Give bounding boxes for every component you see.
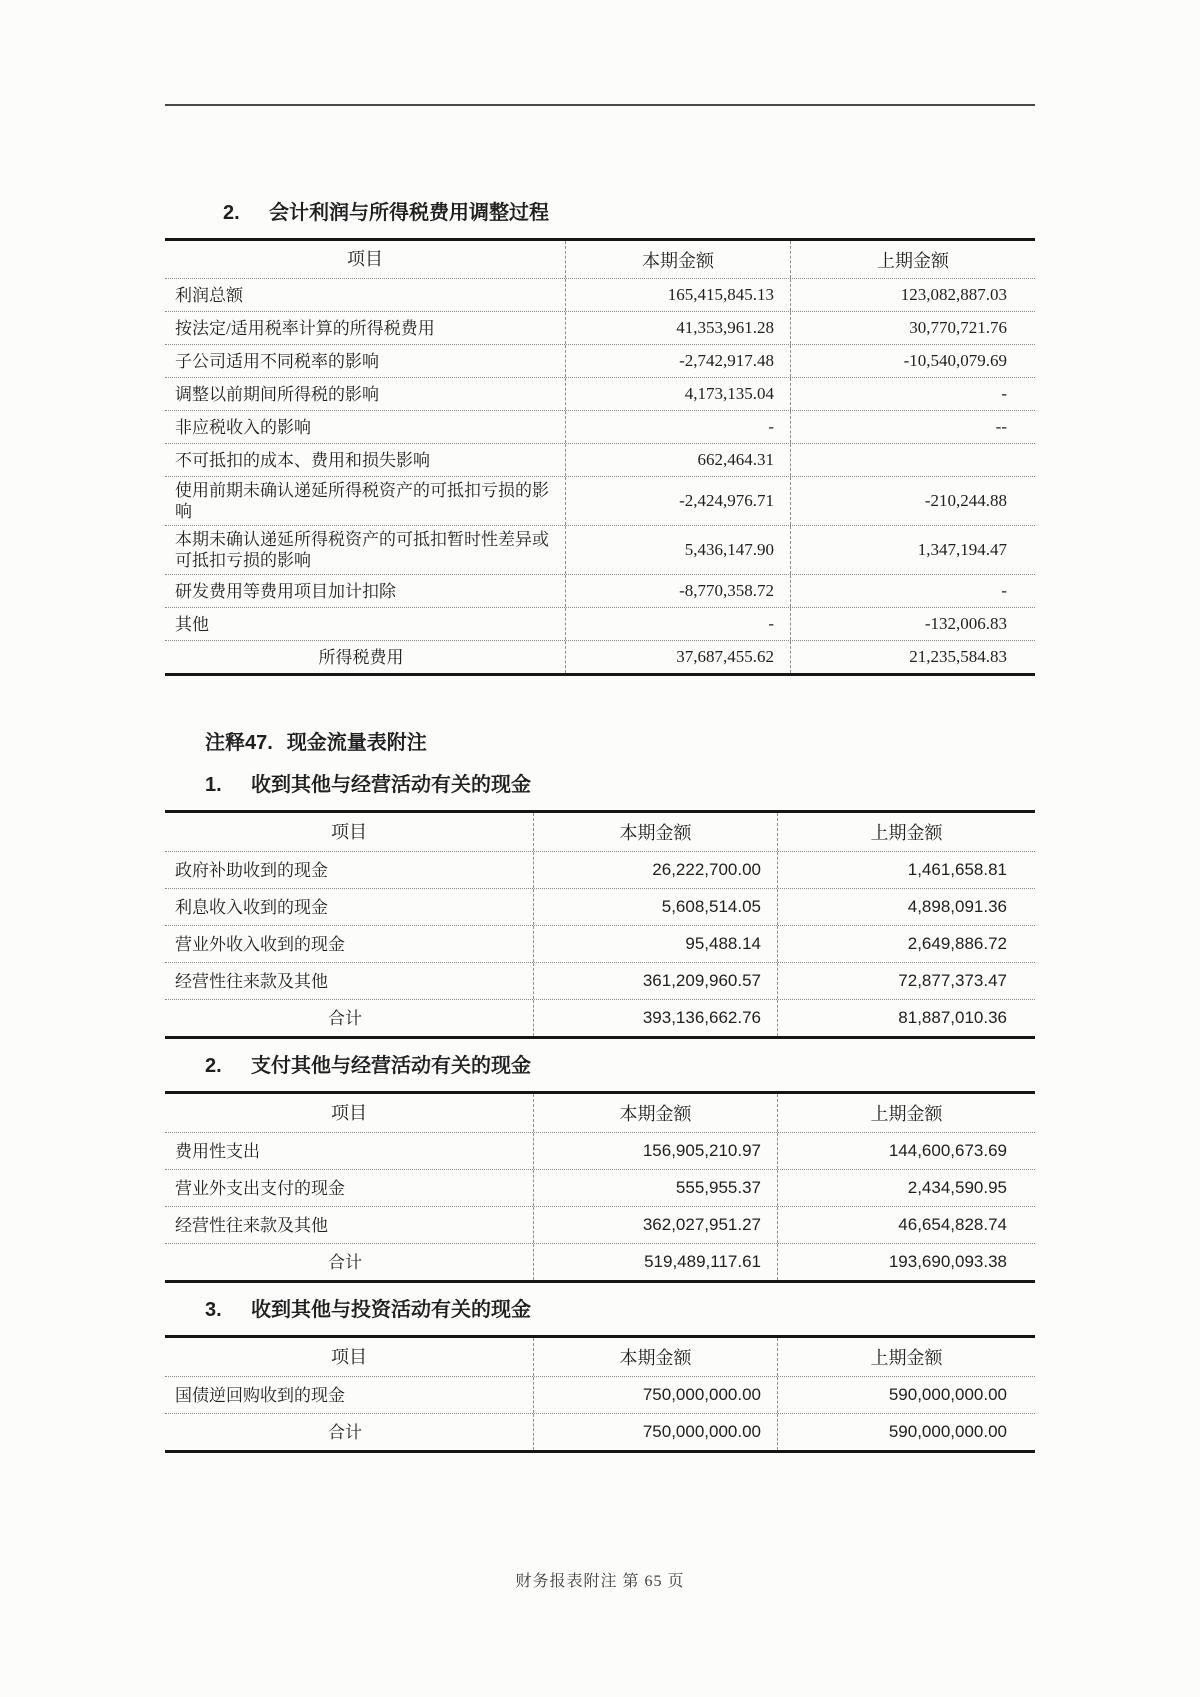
- current-period-amount: 555,955.37: [533, 1170, 777, 1206]
- prior-period-amount: 30,770,721.76: [790, 312, 1035, 344]
- item-label: 经营性往来款及其他: [175, 971, 328, 991]
- prior-period-amount: 72,877,373.47: [777, 963, 1035, 999]
- current-period-amount: 156,905,210.97: [533, 1133, 777, 1169]
- item-label: 其他: [175, 614, 209, 634]
- prior-period-amount: 46,654,828.74: [777, 1207, 1035, 1243]
- column-header-item: 项目: [331, 1102, 367, 1123]
- page-footer: 财务报表附注 第 65 页: [515, 1573, 685, 1590]
- table-row: [165, 1376, 1035, 1413]
- item-label: 使用前期未确认递延所得税资产的可抵扣亏损的影响: [175, 481, 549, 521]
- item-label: 本期未确认递延所得税资产的可抵扣暂时性差异或可抵扣亏损的影响: [175, 530, 549, 570]
- item-label: 所得税费用: [318, 647, 404, 667]
- prior-period-amount: 2,649,886.72: [777, 926, 1035, 962]
- prior-period-amount: 123,082,887.03: [790, 279, 1035, 311]
- item-label: 经营性往来款及其他: [175, 1215, 328, 1235]
- table-row: [165, 410, 1035, 443]
- item-label: 按法定/适用税率计算的所得税费用: [175, 318, 435, 338]
- prior-period-amount: 1,347,194.47: [790, 526, 1035, 574]
- page-header-rule: [165, 104, 1035, 106]
- section-heading-income-tax-adjustment: [165, 200, 1035, 226]
- section-number: 2.: [205, 1055, 222, 1077]
- current-period-amount: 5,608,514.05: [533, 889, 777, 925]
- table-body: [165, 1132, 1035, 1280]
- item-label: 子公司适用不同税率的影响: [175, 351, 379, 371]
- current-period-amount: 662,464.31: [565, 444, 790, 476]
- table-row: [165, 888, 1035, 925]
- column-header-current-amount: 本期金额: [565, 241, 790, 278]
- table-row: [165, 925, 1035, 962]
- table-row: [165, 476, 1035, 525]
- item-label: 合计: [328, 1252, 362, 1272]
- item-label: 国债逆回购收到的现金: [175, 1385, 345, 1405]
- table-row: [165, 525, 1035, 574]
- table-header-row: [165, 1094, 1035, 1132]
- section-heading-operating-payments: [165, 1053, 1035, 1079]
- current-period-amount: -8,770,358.72: [565, 575, 790, 607]
- current-period-amount: 362,027,951.27: [533, 1207, 777, 1243]
- table-row: [165, 851, 1035, 888]
- note-number: 注释47.: [205, 732, 273, 754]
- table-header-row: [165, 813, 1035, 851]
- current-period-amount: -2,424,976.71: [565, 477, 790, 525]
- item-label: 不可抵扣的成本、费用和损失影响: [175, 450, 430, 470]
- column-header-item: 项目: [331, 821, 367, 842]
- prior-period-amount: 193,690,093.38: [777, 1244, 1035, 1280]
- table-header-row: [165, 241, 1035, 278]
- current-period-amount: 519,489,117.61: [533, 1244, 777, 1280]
- prior-period-amount: -: [790, 575, 1035, 607]
- item-label: 利息收入收到的现金: [175, 897, 328, 917]
- prior-period-amount: -10,540,079.69: [790, 345, 1035, 377]
- section-heading-investing-receipts: [165, 1297, 1035, 1323]
- section-title: 收到其他与经营活动有关的现金: [251, 774, 531, 796]
- section-title: 会计利润与所得税费用调整过程: [269, 202, 549, 224]
- operating-receipts-table: [165, 810, 1035, 1039]
- item-label: 合计: [328, 1422, 362, 1442]
- section-number: 2.: [223, 202, 240, 224]
- table-row: [165, 344, 1035, 377]
- item-label: 利润总额: [175, 285, 243, 305]
- item-label: 调整以前期间所得税的影响: [175, 384, 379, 404]
- table-body: [165, 1376, 1035, 1450]
- section-number: 1.: [205, 774, 222, 796]
- column-header-current-amount: 本期金额: [533, 813, 777, 851]
- column-header-item: 项目: [331, 1346, 367, 1367]
- prior-period-amount: 590,000,000.00: [777, 1377, 1035, 1413]
- prior-period-amount: 4,898,091.36: [777, 889, 1035, 925]
- column-header-prior-amount: 上期金额: [790, 241, 1035, 278]
- item-label: 政府补助收到的现金: [175, 860, 328, 880]
- table-total-row: [165, 640, 1035, 673]
- prior-period-amount: -210,244.88: [790, 477, 1035, 525]
- column-header-current-amount: 本期金额: [533, 1338, 777, 1376]
- item-label: 合计: [328, 1008, 362, 1028]
- table-total-row: [165, 1243, 1035, 1280]
- prior-period-amount: 21,235,584.83: [790, 641, 1035, 673]
- prior-period-amount: --: [790, 411, 1035, 443]
- operating-payments-table: [165, 1091, 1035, 1283]
- table-row: [165, 311, 1035, 344]
- table-total-row: [165, 1413, 1035, 1450]
- note-title: 现金流量表附注: [286, 732, 427, 754]
- section-title: 支付其他与经营活动有关的现金: [251, 1055, 531, 1077]
- income-tax-adjustment-table: [165, 238, 1035, 676]
- table-row: [165, 278, 1035, 311]
- current-period-amount: 5,436,147.90: [565, 526, 790, 574]
- item-label: 营业外支出支付的现金: [175, 1178, 345, 1198]
- prior-period-amount: 2,434,590.95: [777, 1170, 1035, 1206]
- current-period-amount: 361,209,960.57: [533, 963, 777, 999]
- item-label: 费用性支出: [175, 1141, 260, 1161]
- table-total-row: [165, 999, 1035, 1036]
- table-header-row: [165, 1338, 1035, 1376]
- column-header-item: 项目: [347, 249, 383, 269]
- column-header-prior-amount: 上期金额: [777, 1338, 1035, 1376]
- current-period-amount: 26,222,700.00: [533, 852, 777, 888]
- current-period-amount: 41,353,961.28: [565, 312, 790, 344]
- prior-period-amount: 144,600,673.69: [777, 1133, 1035, 1169]
- item-label: 营业外收入收到的现金: [175, 934, 345, 954]
- prior-period-amount: 81,887,010.36: [777, 1000, 1035, 1036]
- current-period-amount: -: [565, 411, 790, 443]
- current-period-amount: 95,488.14: [533, 926, 777, 962]
- prior-period-amount: 590,000,000.00: [777, 1414, 1035, 1450]
- section-title: 收到其他与投资活动有关的现金: [251, 1299, 531, 1321]
- table-row: [165, 607, 1035, 640]
- current-period-amount: -: [565, 608, 790, 640]
- table-body: [165, 278, 1035, 673]
- table-row: [165, 1132, 1035, 1169]
- table-row: [165, 1169, 1035, 1206]
- table-row: [165, 574, 1035, 607]
- current-period-amount: 4,173,135.04: [565, 378, 790, 410]
- prior-period-amount: -132,006.83: [790, 608, 1035, 640]
- current-period-amount: 750,000,000.00: [533, 1414, 777, 1450]
- table-row: [165, 443, 1035, 476]
- section-number: 3.: [205, 1299, 222, 1321]
- prior-period-amount: -: [790, 378, 1035, 410]
- item-label: 非应税收入的影响: [175, 417, 311, 437]
- column-header-prior-amount: 上期金额: [777, 1094, 1035, 1132]
- section-heading-operating-receipts: [165, 772, 1035, 798]
- table-row: [165, 1206, 1035, 1243]
- current-period-amount: -2,742,917.48: [565, 345, 790, 377]
- current-period-amount: 750,000,000.00: [533, 1377, 777, 1413]
- item-label: 研发费用等费用项目加计扣除: [175, 581, 396, 601]
- note-heading-cash-flow: [165, 730, 1035, 756]
- table-body: [165, 851, 1035, 1036]
- current-period-amount: 37,687,455.62: [565, 641, 790, 673]
- prior-period-amount: 1,461,658.81: [777, 852, 1035, 888]
- current-period-amount: 165,415,845.13: [565, 279, 790, 311]
- table-row: [165, 377, 1035, 410]
- column-header-current-amount: 本期金额: [533, 1094, 777, 1132]
- column-header-prior-amount: 上期金额: [777, 813, 1035, 851]
- investing-receipts-table: [165, 1335, 1035, 1453]
- prior-period-amount: [790, 444, 1035, 476]
- current-period-amount: 393,136,662.76: [533, 1000, 777, 1036]
- table-row: [165, 962, 1035, 999]
